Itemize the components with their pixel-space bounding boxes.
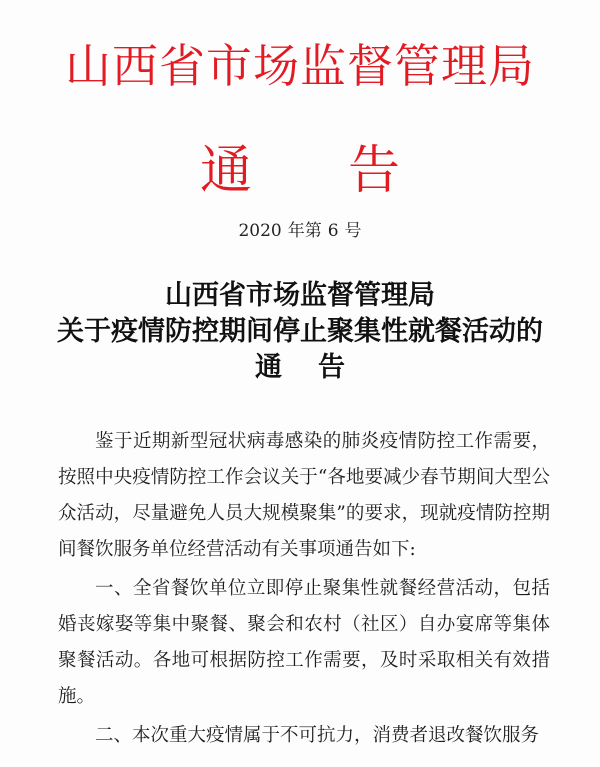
main-title-line-1: 山西省市场监督管理局 (165, 280, 435, 311)
doc-number-value: 6 (327, 221, 339, 241)
main-title (0, 278, 600, 386)
main-title-line-2: 关于疫情防控期间停止聚集性就餐活动的 (57, 316, 543, 347)
main-title-line-3 (0, 350, 600, 386)
notice-title-char-2: 告 (348, 141, 401, 201)
paragraph-intro: 鉴于近期新型冠状病毒感染的肺炎疫情防控工作需要，按照中央疫情防控工作会议关于“各地要减少春节期间大型公众活动，尽量避免人员大规模聚集”的要求，现就疫情防控期间餐饮服务单位经营活动有关事项通告如下: (58, 431, 550, 560)
paragraph-item-1: 一、全省餐饮单位立即停止聚集性就餐经营活动，包括婚丧嫁娶等集中聚餐、聚会和农村（社区）自办宴席等集体聚餐活动。各地可根据防控工作需要，及时采取相关有效措施。 (58, 578, 550, 707)
body-text (58, 424, 550, 757)
notice-title (0, 128, 600, 203)
notice-title-char-1: 通 (199, 141, 252, 201)
main-title-line-3-char-2: 告 (318, 352, 345, 383)
doc-number-label: 号 (344, 221, 362, 241)
document-number (0, 216, 600, 241)
main-title-line-3-char-1: 通 (255, 352, 282, 383)
org-header: 山西省市场监督管理局 (65, 39, 535, 93)
doc-year-label: 年第 (287, 221, 322, 241)
paragraph-item-2: 二、本次重大疫情属于不可抗力，消费者退改餐饮服务 (95, 725, 540, 746)
doc-year: 2020 (238, 221, 282, 241)
